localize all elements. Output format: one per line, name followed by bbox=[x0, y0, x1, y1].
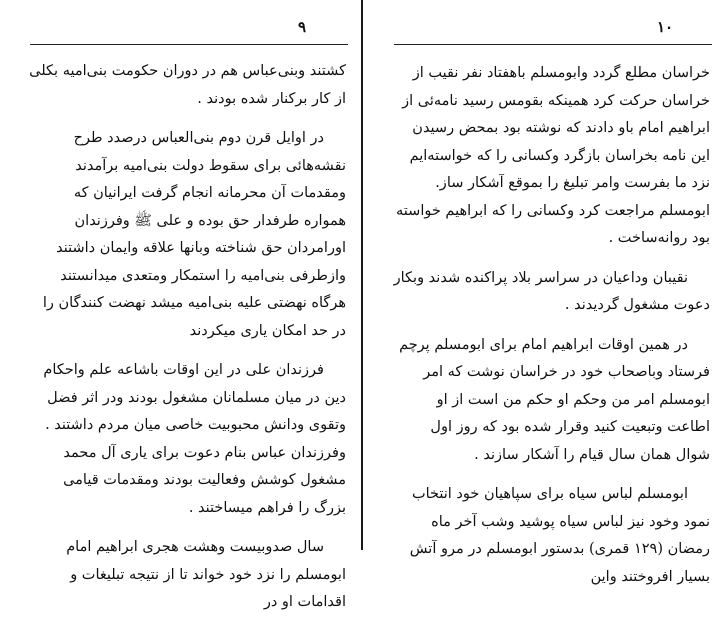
paragraph: در همین اوقات ابراهیم امام برای ابومسلم پرچم فرستاد وباصحاب خود در خراسان نوشت که امر ابومسلم امر من وحکم او حکم من است از او اطاعت وتبعیت کنید وقرار شده بود که روز اول شوال همان سال قیام را آشکار سازند . bbox=[399, 336, 710, 463]
page-body bbox=[392, 60, 710, 591]
paragraph: فرزندان علی در این اوقات باشاعه علم واحکام دین در میان مسلمانان مشغول بودند ودر اثر فضل وتقوی ودانش محبوبیت خاصی میان مردم داشتند . وفرزندان عباس بنام دعوت برای یاری آل محمد مشغول کوشش وفعالیت بودند ومقدمات قیامی بزرگ را فراهم میساختند . bbox=[43, 362, 346, 516]
paragraph: ابومسلم لباس سیاه برای سپاهیان خود انتخاب نمود وخود نیز لباس سیاه پوشید وشب آخر ماه رمضان (۱۲۹ قمری) بدستور ابومسلم در مرو آتش بسیار افروختند واین bbox=[409, 486, 710, 585]
page-number: ۱۰ bbox=[657, 18, 674, 36]
left-page bbox=[0, 0, 362, 610]
right-page bbox=[362, 0, 724, 585]
header-rule bbox=[394, 44, 712, 45]
paragraph: در اوایل قرن دوم بنی‌العباس درصدد طرح نقشه‌هائی برای سقوط دولت بنی‌امیه برآمدند ومقدمات آن محرمانه انجام گرفت ایرانیان که همواره طرفدار حق بوده و علی ﷺ وفرزندان اورامردان حق شناخته وبانها علاقه وایمان داشتند وازطرفی بنی‌امیه‌ را استمکار ومتعدی میدانستند هرگاه نهضتی علیه بنی‌امیه میشد نهضت کنندگان را در حد امکان یاری میکردند bbox=[42, 130, 346, 339]
paragraph: نقیبان وداعیان در سراسر بلاد پراکنده شدند وبکار دعوت مشغول گردیدند . bbox=[393, 269, 710, 313]
paragraph: خراسان مطلع گردد وابومسلم باهفتاد نفر نقیب از خراسان حرکت کرد همینکه بقومس رسید نامه‌ئی از ابراهیم امام باو دادند که نوشته بود بمحض رسیدن این نامه بخراسان بازگرد وکسانی را که خواسته‌ایم نزد ما بفرست وامر تبلیغ را بموقع آشکار ساز. ابومسلم مراجعت کرد وکسانی را که ابراهیم خواسته بود روانه‌ساخت . bbox=[396, 65, 710, 246]
page-body bbox=[28, 58, 346, 617]
header-rule bbox=[30, 44, 348, 45]
paragraph: کشتند وبنی‌عباس هم در دوران حکومت بنی‌امیه بکلی از کار برکنار شده بودند . bbox=[29, 63, 346, 107]
paragraph: سال صدوبیست وهشت هجری ابراهیم امام ابومسلم را نزد خود خواند تا از نتیجه تبلیغات و اقدامات او در bbox=[66, 539, 346, 610]
page-number: ۹ bbox=[298, 18, 307, 36]
